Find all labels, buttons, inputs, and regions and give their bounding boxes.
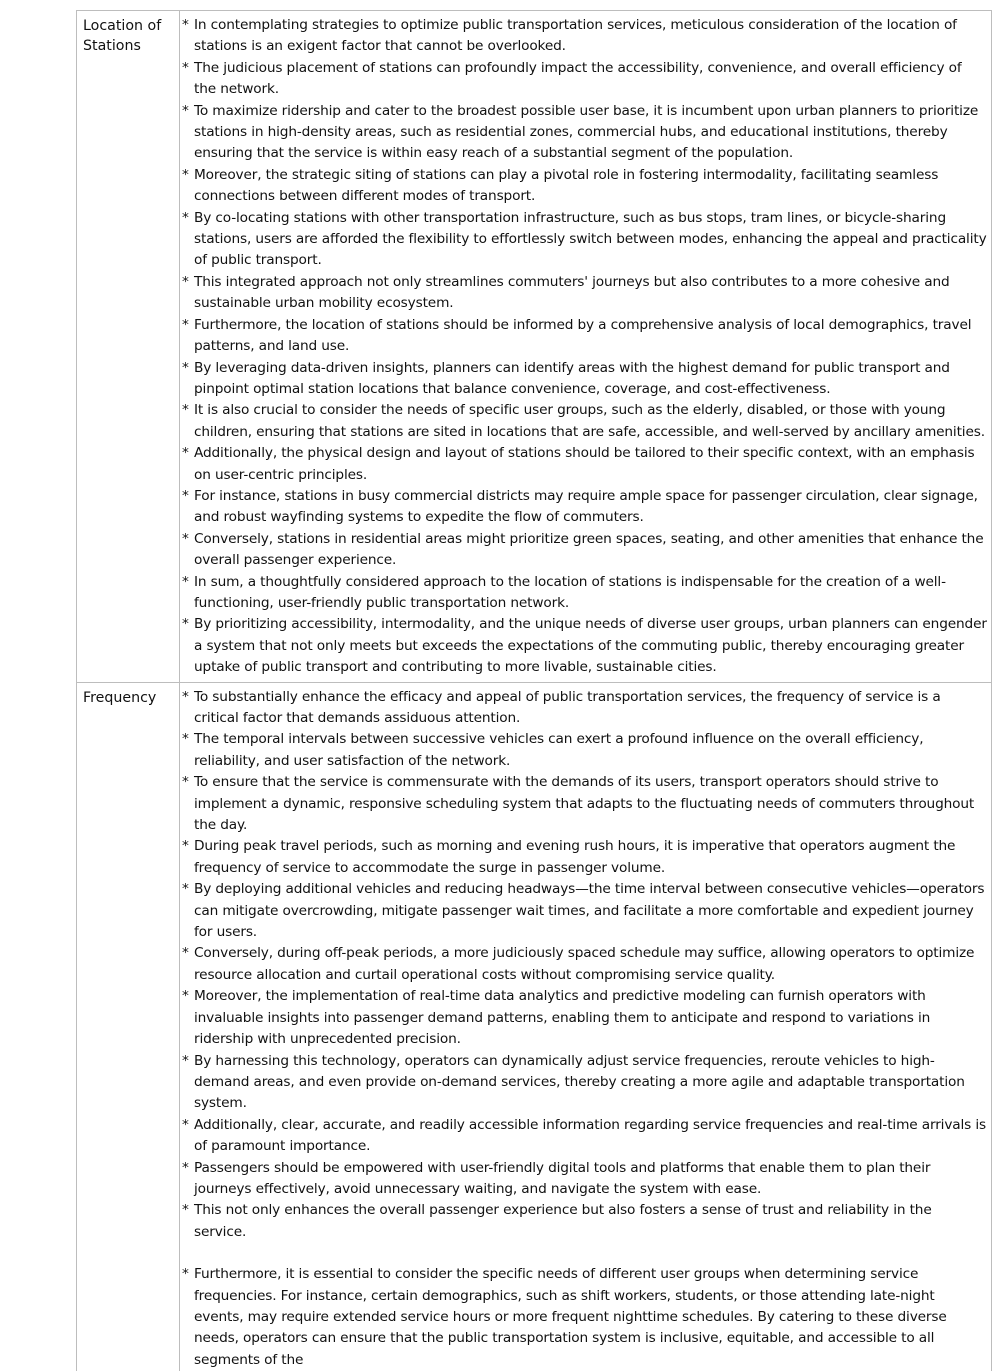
bullet-item: * By harnessing this technology, operators can dynamically adjust service frequencies, reroute vehicles to high-demand areas, and even provide on-demand services, thereby creating a more agile and adaptable transportation system. [182, 1051, 987, 1115]
bullet-item: * To ensure that the service is commensurate with the demands of its users, transport operators should strive to implement a dynamic, responsive scheduling system that adapts to the fluctuating needs of commuters throughout the day. [182, 772, 987, 836]
bullet-item: * Passengers should be empowered with user-friendly digital tools and platforms that enable them to plan their journeys effectively, avoid unnecessary waiting, and navigate the system with ease. [182, 1158, 987, 1201]
bullet-item: * The temporal intervals between successive vehicles can exert a profound influence on the overall efficiency, reliability, and user satisfaction of the network. [182, 729, 987, 772]
bullet-item: * Moreover, the implementation of real-time data analytics and predictive modeling can furnish operators with invaluable insights into passenger demand patterns, enabling them to anticipate and respond to variations in ridership with unprecedented precision. [182, 986, 987, 1050]
bullet-item: * To substantially enhance the efficacy and appeal of public transportation services, the frequency of service is a critical factor that demands assiduous attention. [182, 687, 987, 730]
document-table-wrapper [76, 10, 992, 1371]
bullet-item: * It is also crucial to consider the needs of specific user groups, such as the elderly, disabled, or those with young children, ensuring that stations are sited in locations that are safe, accessible, and well-served by ancillary amenities. [182, 400, 987, 443]
bullet-item: * In contemplating strategies to optimize public transportation services, meticulous consideration of the location of stations is an exigent factor that cannot be overlooked. [182, 15, 987, 58]
bullet-item: * This integrated approach not only streamlines commuters' journeys but also contributes to a more cohesive and sustainable urban mobility ecosystem. [182, 272, 987, 315]
bullet-item: * Moreover, the strategic siting of stations can play a pivotal role in fostering intermodality, facilitating seamless connections between different modes of transport. [182, 165, 987, 208]
bullet-item: * Furthermore, it is essential to consider the specific needs of different user groups when determining service frequencies. For instance, certain demographics, such as shift workers, students, or those attending late-night events, may require extended service hours or more frequent nighttime schedules. By catering to these diverse needs, operators can ensure that the public transportation system is inclusive, equitable, and accessible to all segments of the [182, 1264, 987, 1371]
bullet-list-location-of-stations [182, 15, 987, 679]
bullet-item: * Conversely, during off-peak periods, a more judiciously spaced schedule may suffice, allowing operators to optimize resource allocation and curtail operational costs without compromising service quality. [182, 943, 987, 986]
bullet-item: * By prioritizing accessibility, intermodality, and the unique needs of diverse user groups, urban planners can engender a system that not only meets but exceeds the expectations of the commuting public, thereby encouraging greater uptake of public transport and contributing to more livable, sustainable cities. [182, 614, 987, 678]
bullet-list-frequency [182, 687, 987, 1371]
table-row-frequency [77, 682, 992, 1371]
row-content-location-of-stations [180, 11, 992, 683]
row-label-frequency: Frequency [77, 682, 180, 1371]
bullet-item: * Additionally, clear, accurate, and readily accessible information regarding service frequencies and real-time arrivals is of paramount importance. [182, 1115, 987, 1158]
bullet-item: * Conversely, stations in residential areas might prioritize green spaces, seating, and other amenities that enhance the overall passenger experience. [182, 529, 987, 572]
table-row-location-of-stations [77, 11, 992, 683]
criteria-table [76, 10, 992, 1371]
bullet-item: * During peak travel periods, such as morning and evening rush hours, it is imperative that operators augment the frequency of service to accommodate the surge in passenger volume. [182, 836, 987, 879]
bullet-item: * The judicious placement of stations can profoundly impact the accessibility, convenience, and overall efficiency of the network. [182, 58, 987, 101]
row-label-location-of-stations: Location of Stations [77, 11, 180, 683]
bullet-item: * By leveraging data-driven insights, planners can identify areas with the highest demand for public transport and pinpoint optimal station locations that balance convenience, coverage, and cost-effectiveness. [182, 358, 987, 401]
bullet-item: * Furthermore, the location of stations should be informed by a comprehensive analysis of local demographics, travel patterns, and land use. [182, 315, 987, 358]
bullet-item: * For instance, stations in busy commercial districts may require ample space for passenger circulation, clear signage, and robust wayfinding systems to expedite the flow of commuters. [182, 486, 987, 529]
bullet-item: * By co-locating stations with other transportation infrastructure, such as bus stops, tram lines, or bicycle-sharing stations, users are afforded the flexibility to effortlessly switch between modes, enhancing the appeal and practicality of public transport. [182, 208, 987, 272]
bullet-item: * To maximize ridership and cater to the broadest possible user base, it is incumbent upon urban planners to prioritize stations in high-density areas, such as residential zones, commercial hubs, and educational institutions, thereby ensuring that the service is within easy reach of a substantial segment of the population. [182, 101, 987, 165]
row-content-frequency [180, 682, 992, 1371]
bullet-item: * This not only enhances the overall passenger experience but also fosters a sense of trust and reliability in the service. [182, 1200, 987, 1243]
bullet-item: * By deploying additional vehicles and reducing headways—the time interval between consecutive vehicles—operators can mitigate overcrowding, mitigate passenger wait times, and facilitate a more comfortable and expedient journey for users. [182, 879, 987, 943]
bullet-item: * Additionally, the physical design and layout of stations should be tailored to their specific context, with an emphasis on user-centric principles. [182, 443, 987, 486]
bullet-item: * In sum, a thoughtfully considered approach to the location of stations is indispensable for the creation of a well-functioning, user-friendly public transportation network. [182, 572, 987, 615]
